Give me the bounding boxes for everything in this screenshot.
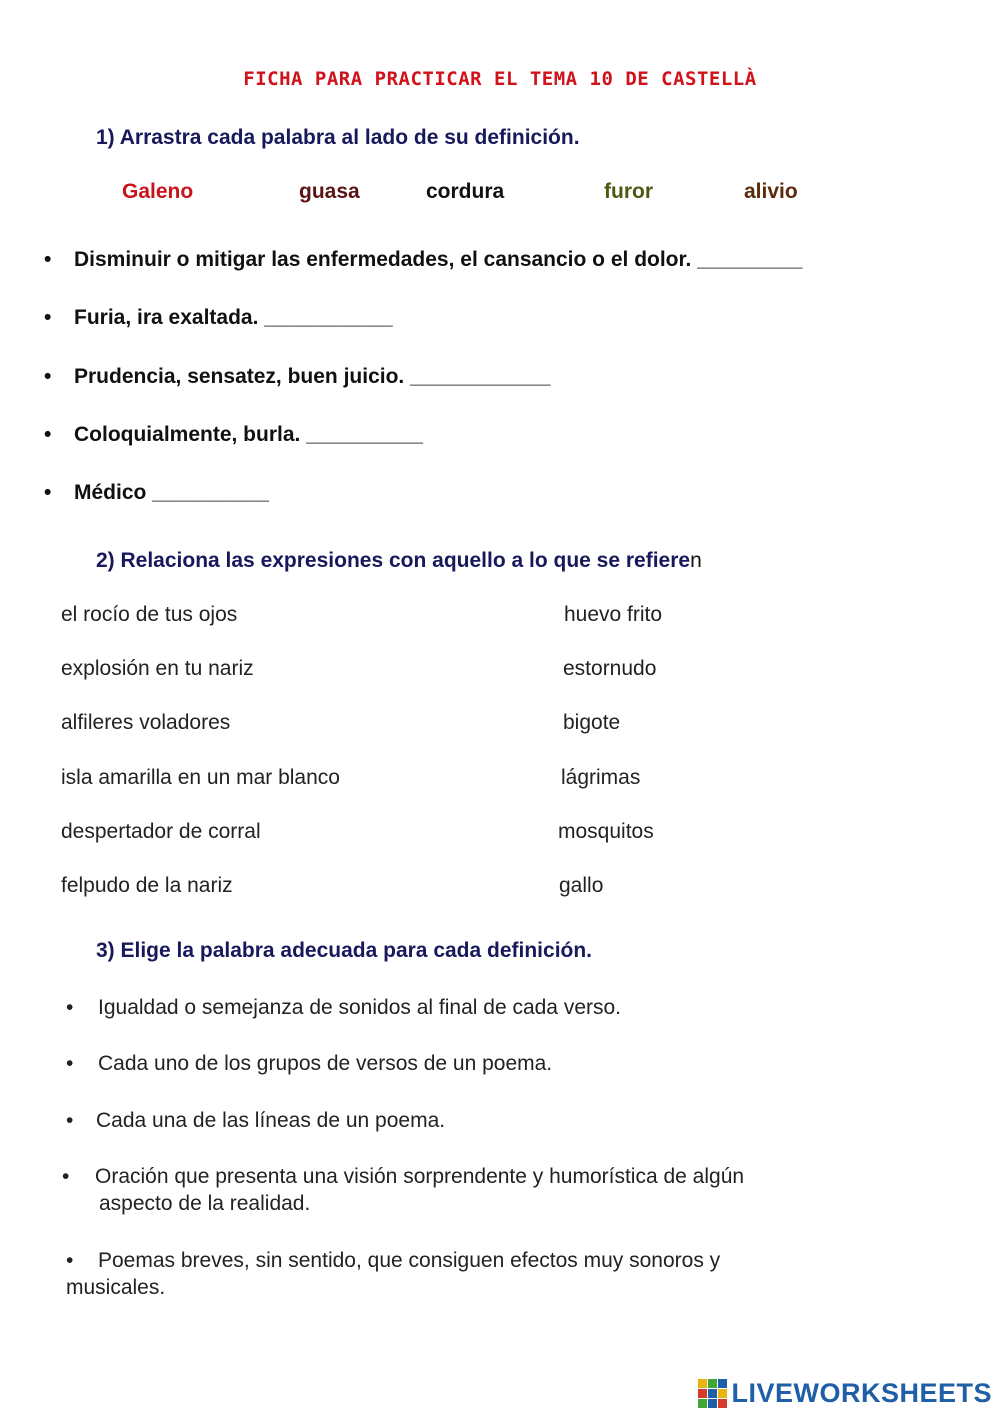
definition-item [44, 248, 802, 272]
bullet: • [44, 423, 52, 446]
definition-text: Oración que presenta una visión sorprendente y humorística de algún [95, 1165, 745, 1188]
definition-text: Cada una de las líneas de un poema. [96, 1109, 446, 1132]
draggable-word-guasa[interactable]: guasa [299, 180, 360, 203]
definition-text-continued: aspecto de la realidad. [99, 1192, 311, 1215]
draggable-word-cordura[interactable]: cordura [426, 180, 505, 203]
bullet: • [66, 1249, 74, 1272]
draggable-word-alivio[interactable]: alivio [744, 180, 798, 203]
liveworksheets-logo [698, 1375, 992, 1411]
definition-item [44, 423, 423, 447]
section-2-heading [96, 549, 702, 573]
definition-text: Prudencia, sensatez, buen juicio. ____________ [74, 365, 551, 388]
definition-text: Cada uno de los grupos de versos de un poema. [98, 1052, 553, 1075]
definition-text: Médico __________ [74, 481, 269, 504]
definition-item [66, 1107, 445, 1134]
definition-text: Igualdad o semejanza de sonidos al final de cada verso. [98, 996, 622, 1019]
section-2-heading-tail: n [690, 549, 702, 572]
bullet: • [44, 306, 52, 329]
expression-left[interactable]: isla amarilla en un mar blanco [61, 766, 340, 789]
bullet: • [66, 996, 74, 1019]
definition-item [44, 481, 269, 505]
definition-text: Coloquialmente, burla. __________ [74, 423, 423, 446]
expression-left[interactable]: el rocío de tus ojos [61, 603, 238, 626]
expression-right[interactable]: huevo frito [564, 603, 663, 626]
expression-left[interactable]: explosión en tu nariz [61, 657, 254, 680]
expression-left[interactable]: alfileres voladores [61, 711, 231, 734]
section-3-heading: 3) Elige la palabra adecuada para cada definición. [96, 939, 593, 962]
bullet: • [44, 365, 52, 388]
draggable-word-furor[interactable]: furor [604, 180, 653, 203]
expression-left[interactable]: despertador de corral [61, 820, 261, 843]
expression-right[interactable]: mosquitos [558, 820, 654, 843]
definition-item [66, 1050, 552, 1077]
bullet: • [66, 1052, 74, 1075]
expression-right[interactable]: lágrimas [561, 766, 641, 789]
definition-text: Disminuir o mitigar las enfermedades, el cansancio o el dolor. _________ [74, 248, 803, 271]
section-1-heading: 1) Arrastra cada palabra al lado de su definición. [96, 126, 580, 149]
bullet: • [44, 481, 52, 504]
expression-right[interactable]: estornudo [563, 657, 657, 680]
definition-text: Poemas breves, sin sentido, que consiguen efectos muy sonoros y [98, 1249, 721, 1272]
expression-right[interactable]: bigote [563, 711, 621, 734]
bullet: • [62, 1165, 70, 1188]
bullet: • [66, 1109, 74, 1132]
liveworksheets-logo-icon [698, 1379, 727, 1408]
definition-text-continued: musicales. [66, 1276, 166, 1299]
definition-item [44, 365, 550, 389]
definition-item [62, 1163, 744, 1190]
expression-right[interactable]: gallo [559, 874, 604, 897]
definition-item [66, 1247, 720, 1274]
liveworksheets-logo-text: LIVEWORKSHEETS [731, 1377, 992, 1408]
definition-item [66, 994, 621, 1021]
section-2-heading-text: 2) Relaciona las expresiones con aquello a lo que se refiere [96, 549, 691, 572]
definition-text: Furia, ira exaltada. ___________ [74, 306, 393, 329]
definition-item [44, 306, 393, 330]
bullet: • [44, 248, 52, 271]
expression-left[interactable]: felpudo de la nariz [61, 874, 233, 897]
page-title: FICHA PARA PRACTICAR EL TEMA 10 DE CASTELLÀ [243, 68, 757, 90]
draggable-word-galeno[interactable]: Galeno [122, 180, 194, 203]
